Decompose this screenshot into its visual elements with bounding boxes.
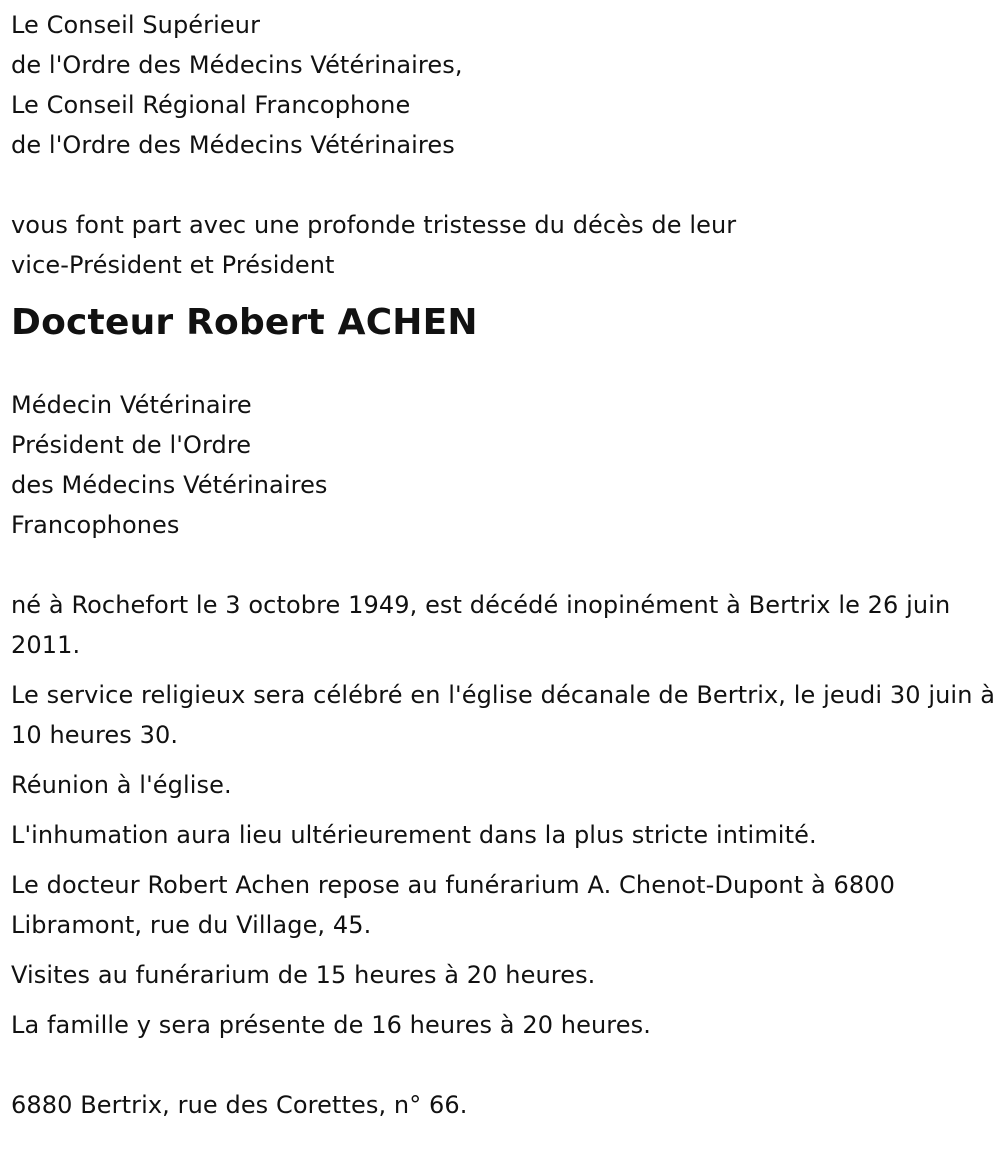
title-line: des Médecins Vétérinaires — [11, 471, 328, 499]
spacer — [11, 165, 996, 205]
deceased-titles — [11, 385, 996, 545]
detail-paragraph: L'inhumation aura lieu ultérieurement dans la plus stricte intimité. — [11, 821, 817, 849]
detail-paragraph: Réunion à l'église. — [11, 771, 232, 799]
title-line: Francophones — [11, 511, 180, 539]
detail-paragraph: né à Rochefort le 3 octobre 1949, est décédé inopinément à Bertrix le 26 juin 2011. — [11, 591, 951, 659]
detail-paragraph: Visites au funérarium de 15 heures à 20 heures. — [11, 961, 596, 989]
announcement-block — [11, 205, 996, 285]
announcement-line: vice-Président et Président — [11, 251, 335, 279]
spacer — [11, 545, 996, 585]
announcement-line: vous font part avec une profonde tristesse du décès de leur — [11, 211, 737, 239]
title-line: Président de l'Ordre — [11, 431, 252, 459]
title-line: Médecin Vétérinaire — [11, 391, 252, 419]
obituary-notice — [11, 5, 996, 1125]
deceased-name: Docteur Robert ACHEN — [11, 302, 478, 343]
issuer-block — [11, 5, 996, 165]
issuer-line: Le Conseil Régional Francophone — [11, 91, 411, 119]
detail-paragraph: La famille y sera présente de 16 heures à 20 heures. — [11, 1011, 651, 1039]
home-address: 6880 Bertrix, rue des Corettes, n° 66. — [11, 1091, 468, 1119]
issuer-line: de l'Ordre des Médecins Vétérinaires — [11, 131, 455, 159]
detail-paragraph: Le service religieux sera célébré en l'église décanale de Bertrix, le jeudi 30 juin à 10 heures 30. — [11, 681, 996, 749]
details-block — [11, 585, 996, 1045]
detail-paragraph: Le docteur Robert Achen repose au funérarium A. Chenot-Dupont à 6800 Libramont, rue du Village, 45. — [11, 871, 895, 939]
spacer — [11, 1045, 996, 1085]
issuer-line: Le Conseil Supérieur — [11, 11, 261, 39]
issuer-line: de l'Ordre des Médecins Vétérinaires, — [11, 51, 463, 79]
